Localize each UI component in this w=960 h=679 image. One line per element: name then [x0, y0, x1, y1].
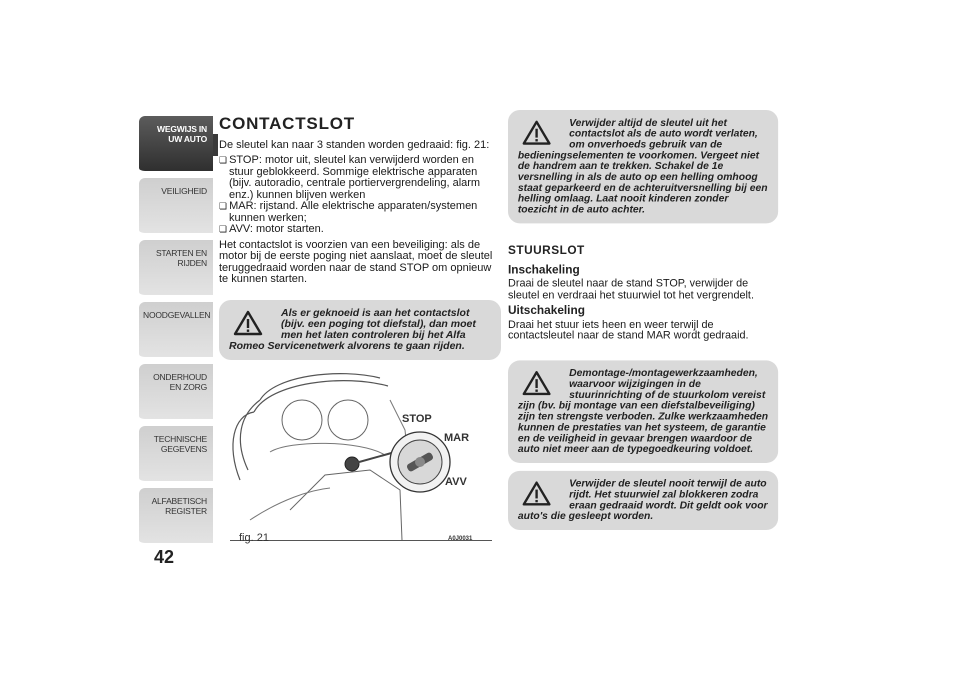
active-tab-marker: [213, 134, 218, 156]
contactslot-intro: De sleutel kan naar 3 standen worden gedraaid: fig. 21:: [219, 138, 490, 151]
warning-text-remove-key: Verwijder altijd de sleutel uit het contactslot als de auto wordt verlaten, om onverhoeds gebruik van de bedieningselementen te voorkomen. Vergeet niet de handrem aan te trekken. Schakel de 1e versnelling in als de auto op een helling omhoog staat geparkeerd en de achteruitversnelling bij een helling omlaag. Laat nooit kinderen zonder toezicht in de auto achter.: [517, 116, 768, 216]
warning-triangle-icon: [522, 370, 561, 400]
warning-text-while-driving: Verwijder de sleutel nooit terwijl de auto rijdt. Het stuurwiel zal blokkeren zodra eraan gedraaid wordt. Dit geldt ook voor auto's die gesleept worden.: [517, 477, 768, 522]
warning-text-tamper: Als er geknoeid is aan het contactslot (bijv. een poging tot diefstal), dan moet men het laten controleren bij het Alfa Romeo Servicenetwerk alvorens te gaan rijden.: [229, 306, 476, 352]
warning-triangle-icon: [522, 480, 561, 510]
text-inschakeling: Draai de sleutel naar de stand STOP, verwijder de sleutel en verdraai het stuurwiel tot het vergrendelt.: [508, 277, 754, 301]
position-list: [219, 155, 501, 236]
left-column: [219, 110, 501, 360]
tab-technische-gegevens[interactable]: TECHNISCHE GEGEVENS: [139, 426, 213, 484]
subheading-inschakeling: Inschakeling: [508, 262, 580, 277]
subheading-uitschakeling: Uitschakeling: [508, 303, 585, 318]
warning-text-steering-modification: Demontage-/montagewerkzaamheden, waarvoor wijzigingen in de stuurinrichting of de stuurkolom vereist zijn (bv. bij montage van een diefstalbeveiliging) zijn ten strengste verboden. Zulke werkzaamheden kunnen de prestaties van het systeem, de garantie en de veiligheid in gevaar brengen waardoor de auto niet meer aan de typegoedkeuring voldoet.: [517, 366, 769, 455]
tab-alfabetisch-register[interactable]: ALFABETISCH REGISTER: [139, 488, 213, 546]
label-mar: MAR: [444, 432, 470, 444]
label-avv: AVV: [445, 476, 467, 488]
figure-caption: fig. 21: [239, 532, 269, 544]
position-mar: ❏ MAR: rijstand. Alle elektrische apparaten/systemen kunnen werken;: [219, 201, 501, 224]
position-stop: ❏ STOP: motor uit, sleutel kan verwijderd worden en stuur geblokkeerd. Sommige elektrische apparaten (bijv. autoradio, centrale portiervergrendeling, alarm enz.) kunnen blijven werken: [219, 155, 501, 201]
tab-veiligheid[interactable]: VEILIGHEID: [139, 178, 213, 236]
section-title-contactslot: CONTACTSLOT: [219, 114, 355, 133]
warning-triangle-icon: [233, 310, 273, 340]
warning-box-remove-key: [508, 110, 778, 223]
figure-ignition-switch: [230, 360, 492, 541]
tab-wegwijs-in-uw-auto[interactable]: WEGWIJS IN UW AUTO: [139, 116, 213, 174]
contactslot-body: Het contactslot is voorzien van een beveiliging: als de motor bij de eerste poging niet aanslaat, moet de sleutel teruggedraaid worden naar de stand STOP om opnieuw te kunnen starten.: [219, 238, 493, 285]
warning-box-steering-modification: [508, 360, 778, 463]
text-uitschakeling: Draai het stuur iets heen en weer terwijl de contactsleutel naar de stand MAR wordt gedraaid.: [508, 318, 749, 342]
tab-onderhoud-en-zorg[interactable]: ONDERHOUD EN ZORG: [139, 364, 213, 422]
right-column: [508, 110, 778, 530]
ignition-illustration: [230, 360, 492, 540]
warning-box-while-driving: [508, 470, 778, 529]
section-title-stuurslot: STUURSLOT: [508, 243, 585, 257]
warning-triangle-icon: [522, 120, 561, 150]
position-avv: ❏ AVV: motor starten.: [219, 224, 501, 236]
label-stop: STOP: [402, 413, 432, 425]
page-number: 42: [154, 547, 175, 567]
figure-code: A0J0031: [448, 536, 473, 542]
tab-noodgevallen[interactable]: NOODGEVALLEN: [139, 302, 213, 360]
tab-starten-en-rijden[interactable]: STARTEN EN RIJDEN: [139, 240, 213, 298]
warning-box-tamper: [219, 300, 501, 360]
